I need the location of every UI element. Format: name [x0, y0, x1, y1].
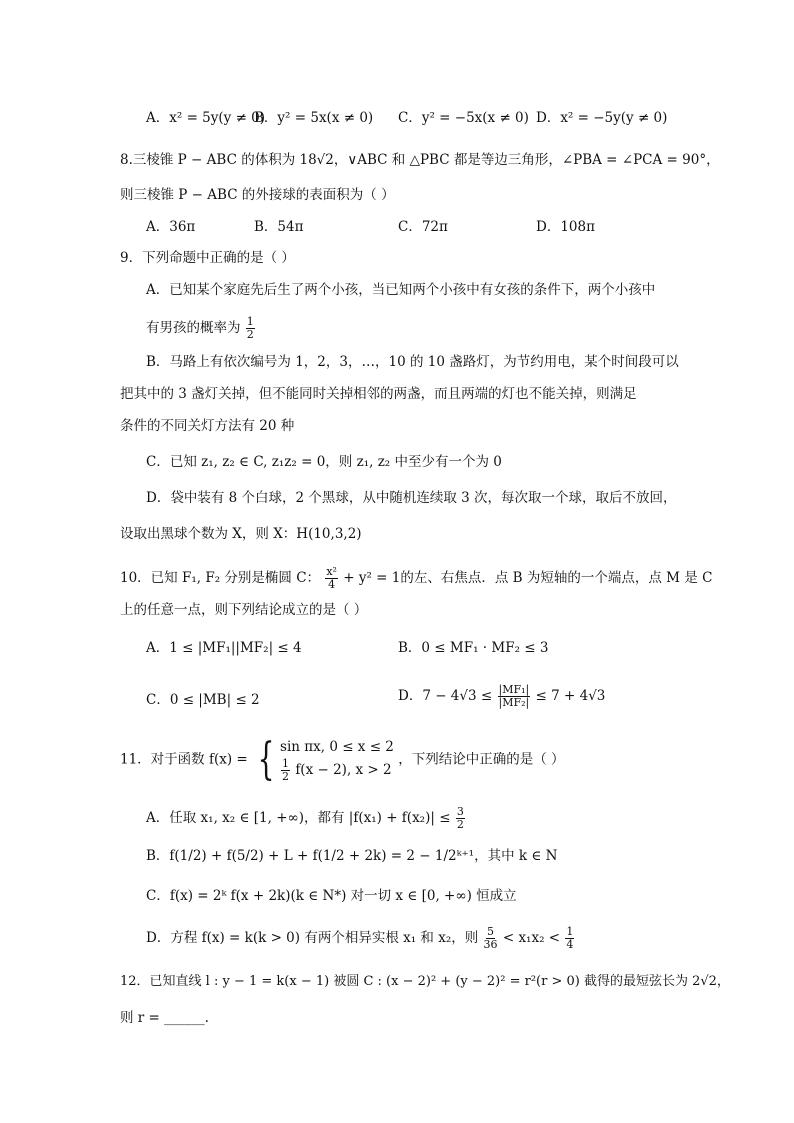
q11-brace: {: [257, 733, 275, 785]
q9-option-a-line1: A．已知某个家庭先后生了两个小孩，当已知两个小孩中有女孩的条件下，两个小孩中: [146, 282, 656, 298]
q11-prefix: 11．对于函数 f(x) =: [120, 751, 248, 768]
q10-stem-line2: 上的任意一点，则下列结论成立的是（ ）: [120, 602, 368, 618]
q11-case2-den: 2: [282, 770, 290, 783]
q7-option-a: A．x² = 5y(y ≠ 0): [146, 110, 266, 126]
q8-stem-line1: 8.三棱锥 P − ABC 的体积为 18√2，∨ABC 和 △PBC 都是等边三角形，∠PBA = ∠PCA = 90°，: [120, 152, 720, 168]
q10-option-a: A．1 ≤ |MF₁||MF₂| ≤ 4: [146, 640, 302, 656]
q9-a-frac-den: 2: [246, 328, 254, 341]
q11-a-den: 2: [456, 818, 464, 831]
q11-option-a: [146, 806, 466, 831]
q11-case1: sin πx, 0 ≤ x ≤ 2: [280, 739, 394, 755]
q9-a-fraction: [246, 316, 255, 341]
q9-option-d-line2: 设取出黑球个数为 X，则 X：H(10,3,2): [120, 526, 362, 542]
q10-d-frac-num: |MF₁|: [498, 683, 530, 696]
q9-option-d-line1: D．袋中装有 8 个白球，2 个黑球，从中随机连续取 3 次，每次取一个球，取后不放回，: [146, 490, 677, 506]
q11-case2: [280, 758, 394, 783]
q8-option-c: C．72π: [398, 219, 448, 235]
q8-option-d: D．108π: [536, 219, 595, 235]
q9-stem: 9．下列命题中正确的是（ ）: [120, 250, 295, 266]
q11-option-b: B．f(1/2) + f(5/2) + L + f(1/2 + 2k) = 2 − 1/2ᵏ⁺¹，其中 k ∈ N: [146, 848, 558, 864]
q11-d-num2: 1: [566, 925, 574, 938]
q9-option-c: C．已知 z₁, z₂ ∈ C, z₁z₂ = 0，则 z₁, z₂ 中至少有一个为 0: [146, 454, 502, 470]
q10-d-fraction: [498, 684, 531, 709]
q11-a-num: 3: [456, 805, 464, 818]
q10-frac-den: 4: [328, 578, 336, 591]
q11-d-frac2: [565, 926, 574, 951]
q10-ellipse-fraction: [325, 566, 338, 591]
q10-d-left: D．7 − 4√3 ≤: [398, 688, 493, 704]
q12-stem-line1: 12．已知直线 l : y − 1 = k(x − 1) 被圆 C : (x − 2)² + (y − 2)² = r²(r > 0) 截得的最短弦长为 2√2，: [120, 974, 730, 989]
q11-d-den2: 4: [566, 938, 574, 951]
q11-d-frac1: [484, 926, 498, 951]
q10-option-b: B．0 ≤ MF₁ · MF₂ ≤ 3: [398, 640, 549, 656]
q8-option-a: A．36π: [146, 219, 196, 235]
q11-option-d: [146, 926, 575, 951]
q11-suffix: ，下列结论中正确的是（ ）: [398, 751, 565, 768]
q11-piecewise: [252, 733, 394, 785]
q11-d-mid: < x₁x₂ <: [502, 930, 561, 946]
q11-option-c: C．f(x) = 2ᵏ f(x + 2k)(k ∈ N*) 对一切 x ∈ [0, +∞) 恒成立: [146, 888, 517, 904]
q7-option-c: C．y² = −5x(x ≠ 0): [398, 110, 529, 126]
q11-d-prefix: D．方程 f(x) = k(k > 0) 有两个相异实根 x₁ 和 x₂，则: [146, 930, 479, 946]
q11-case2-fraction: [281, 758, 290, 783]
q10-d-right: ≤ 7 + 4√3: [535, 688, 606, 704]
q9-option-a-line2: [146, 316, 256, 341]
q11-cases: [280, 736, 394, 783]
q11-case2-num: 1: [282, 757, 290, 770]
q9-option-b-line2: 把其中的 3 盏灯关掉，但不能同时关掉相邻的两盏，而且两端的灯也不能关掉，则满足: [120, 386, 637, 402]
q7-option-b: B．y² = 5x(x ≠ 0): [254, 110, 374, 126]
q11-case2-rest: f(x − 2), x > 2: [295, 762, 392, 778]
q11-d-num1: 5: [487, 925, 495, 938]
q9-option-b-line3: 条件的不同关灯方法有 20 种: [120, 418, 295, 434]
q7-option-d: D．x² = −5y(y ≠ 0): [536, 110, 668, 126]
q10-option-d: [398, 684, 605, 709]
q10-frac-num: x²: [326, 565, 337, 578]
q10-stem-a: 10．已知 F₁, F₂ 分别是椭圆 C：: [120, 570, 321, 586]
q10-d-frac-den: |MF₂|: [498, 696, 530, 709]
q9-a-frac-num: 1: [246, 315, 254, 328]
q11-d-den1: 36: [483, 938, 498, 951]
q10-option-c: C．0 ≤ |MB| ≤ 2: [146, 692, 260, 708]
q11-stem: [120, 733, 565, 785]
q12-stem-line2: 则 r = ______.: [120, 1010, 209, 1026]
q11-a-prefix: A．任取 x₁, x₂ ∈ [1, +∞)，都有 |f(x₁) + f(x₂)| ≤: [146, 810, 451, 826]
q11-a-fraction: [456, 806, 465, 831]
q8-option-b: B．54π: [254, 219, 304, 235]
q10-stem-b: + y² = 1的左、右焦点．点 B 为短轴的一个端点，点 M 是 C: [343, 570, 713, 586]
q9-option-b-line1: B．马路上有依次编号为 1，2，3，…，10 的 10 盏路灯，为节约用电，某个时间段可以: [146, 354, 679, 370]
q8-stem-line2: 则三棱锥 P − ABC 的外接球的表面积为（ ）: [120, 187, 395, 203]
q10-stem-line1: [120, 566, 712, 591]
q9-a-prefix: 有男孩的概率为: [146, 320, 241, 336]
